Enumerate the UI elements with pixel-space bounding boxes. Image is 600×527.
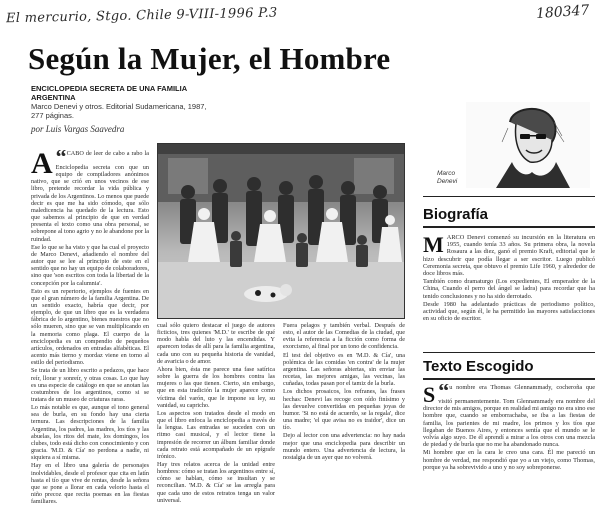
byline: por Luis Vargas Saavedra [31, 124, 125, 134]
paragraph-text: u nombre era Thomas Glennammady, cocheroña que visitó permanentemente. Tom Glennammady era nombre del director de mis amigos, porque en realidad mi amigo no era sino ese hombre que, cuando se emborrachaba, se iba a las fiestas de familia, los parientes de mi madre, los primos y los tíos que llegaban de Buenos Aires, y entonces sentía que el mundo se le volvía algo suyo. De él aprendí a mirar a los otros con una mezcla de piedad y de burla que no me ha abandonado nunca. [423, 384, 595, 449]
handwritten-source-note: El mercurio, Stgo. Chile 9-VIII-1996 P.3 [5, 5, 278, 27]
article-column-1 [31, 150, 149, 522]
paragraph: Lo más notable es que, aunque el tono general sea de burla, en su fondo hay una cierta ternura. Las descripciones de la familia Argentina, los padres, las madres, los tíos y las abuelas, los ritos del mate, los domingos, los clubes, todo está dicho con conocimiento y con gracia. 'M.D. & Cía' no perdona a nadie, ni siquiera a sí misma. [31, 404, 149, 462]
archive-number: 180347 [535, 2, 590, 23]
paragraph [423, 384, 595, 448]
biography-heading: Biografía [423, 206, 489, 223]
dropcap: S [423, 384, 436, 407]
paragraph: El test del objetivo es en 'M.D. & Cía', una polémica de las comidas 'en contra' de la mujer argentina. Las señoras abiertas, sin enviar las recetas, las mejores amigas, las vecinas, las cuñadas, todas pasan por el tamiz de la burla. [283, 351, 405, 388]
paragraph: Los dichos prosaicos, los refranes, las frases hechas: Denevi las recoge con oído finísimo y las devuelve convertidas en pequeñas joyas de humor. 'Si no está de acuerdo, se la regala', dice una madre; 'el que avisa no es traidor', dice un tío. [283, 388, 405, 432]
paragraph: Mi hombre que en la cara le creo una cara. Él me pareció un hombre de verdad, me respondió que yo a un viejo, como Thomas, porque ya ha sobrevivido a uno y no soy sobreponerse. [423, 449, 595, 471]
paragraph: Desde 1980 ha adelantado prácticas de periodismo político, actividad que, según él, le ha permitido las mayores satisfacciones en su oficio de escritor. [423, 300, 595, 323]
author-portrait-drawing [466, 102, 590, 188]
article-column-3 [283, 322, 405, 522]
divider [423, 226, 595, 228]
biography-text [423, 234, 595, 352]
paragraph: cual sólo quiero destacar el juego de autores ficticios, tres quienes 'M.D.' te escribe de qué modo habla del luto y las encendidas. Y aparecen todas de allí para la familia argentina, cada uno con su pequeña historia de vanidad, de avaricia o de amor. [157, 322, 275, 365]
paragraph: Hay tres relatos acerca de la unidad entre hombres: cómo se tratan los argentinos entre sí, cómo se hablan, cómo se insultan y se reconcilian. 'M.D. & Cía' se las arregla para que cada uno de estos retratos tenga un valor universal. [157, 460, 275, 504]
paragraph: También como dramaturgo (Los expedientes, El emperador de la China, Cuando el perro del ángel se ladra) para recordar que ha tenido conclusiones y no ha sido derrotado. [423, 278, 595, 300]
paragraph: Dejo al lector con una advertencia: no hay nada mejor que una enciclopedia para describir un mundo entero. Una advertencia de lectura, la nostalgia de un ayer que no volverá. [283, 432, 405, 461]
texto-escogido-heading: Texto Escogido [423, 358, 534, 375]
paragraph: Esto es un repertorio, ejemplos de fuentes en que el gran número de la familia Argentina. De un sentido exacto, habría que decir, por ejemplo, de que un libro que es la verdadera fábrica de lo argentino, bienes nuestros que no sólo mueren, sino que se van multiplicando en la memoria como plaga. El cuerpo de la enciclopedia es un compendio de pequeños artículos, ordenados en entradas alfabéticas. El acento más tierno y mordaz viene en torno al estilo del periodismo. [31, 287, 149, 367]
book-meta: Marco Denevi y otros. Editorial Sudamericana, 1987, 277 páginas. [31, 102, 207, 120]
divider [423, 196, 595, 197]
paragraph: Se trata de un libro escrito a pedazos, que hace reír, llorar y sonreír, y otras cosas. Lo que hay es una especie de catálogo en que se anotan las costumbres de los argentinos, como si se tratara de un museo de criaturas raras. [31, 367, 149, 403]
texto-escogido-text [423, 384, 595, 522]
article-headline: Según la Mujer, el Hombre [28, 41, 391, 76]
paragraph-text: ARCO Denevi comenzó su incursión en la literatura en 1955, cuando tenía 33 años. Su primera obra, la novela Rosaura a las diez, ganó el premio Kraft, editorial que le hizo descubrir que podía llegar a ser escritor. Luego publicó Ceremonia secreta, que obtuvo el premio Life 1960, y alrededor de doce libros más. [423, 234, 595, 278]
paragraph: Los aspectos son tratados desde el modo en que el libro enfoca la enciclopedia a través de la lengua. Las entradas se suceden con un ritmo casi musical, y el lector tiene la impresión de recorrer un álbum familiar donde cada retrato está acompañado de un epígrafe irónico. [157, 409, 275, 460]
paragraph: Ese lo que se ha visto y que ha cual el proyecto de Marco Denevi, añadiendo el nombre del autor que se lee al principio de este en el sentido que no hay un equipo de colaboradores, sino que 'son escritos con toda la libertad de la concepción por la calumnia'. [31, 243, 149, 287]
paragraph: Hay en el libro una galería de personajes inolvidables, desde el profesor que cita en latín hasta el tío que vive de rentas, desde la señora que se pone a llorar en cada velorio hasta el niño precoz que recita poemas en las fiestas familiares. [31, 462, 149, 506]
family-photo-illustration [158, 144, 405, 319]
paragraph [31, 150, 149, 243]
author-caption: Marco Denevi [437, 170, 458, 185]
author-portrait-sketch [466, 102, 590, 188]
paragraph-text: CABO de leer de cabo a rabo la Enciclopedia secreta con que un equipo de compiladores anónimos nativo, que se crió en unos vecinos de ese libro, pretende recordar la vida pública y privada de los Argentinos. Lo menos que puede decir es que me ha sido cómodo, que sólo maledicencia ha quedado de la lectura. Esto que sabemos al principio de que en verdad presenta el texto como una obra personal, se sobrepone al tono agrio y no le abandone por la ruindad. [31, 150, 149, 243]
dropcap: A [31, 150, 53, 180]
book-title: ENCICLOPEDIA SECRETA DE UNA FAMILIA ARGENTINA [31, 84, 187, 102]
paragraph: Fuera pelagos y también verbal. Después de esto, el autor de las Comedias de la ciudad, que evita la referencia a la ficción como forma de exorcismo, al final por un tono de confidencia. [283, 322, 405, 351]
open-quote-glyph: “ [438, 384, 450, 403]
dropcap: M [423, 234, 444, 257]
paragraph [423, 234, 595, 277]
paragraph: Ahora bien, ésta me parece una fase satírica sobre la guerra de los hombres contra las mujeres o las que tienen. Cierto, sin embargo, que en esta tradición la mujer aparece como víctima del varón, que le impone su ley, su vanidad, su capricho. [157, 365, 275, 409]
divider [423, 378, 595, 380]
article-column-2 [157, 322, 275, 522]
book-info [31, 84, 211, 120]
open-quote-glyph: “ [55, 150, 67, 169]
family-photo [157, 143, 405, 319]
divider [423, 352, 595, 353]
